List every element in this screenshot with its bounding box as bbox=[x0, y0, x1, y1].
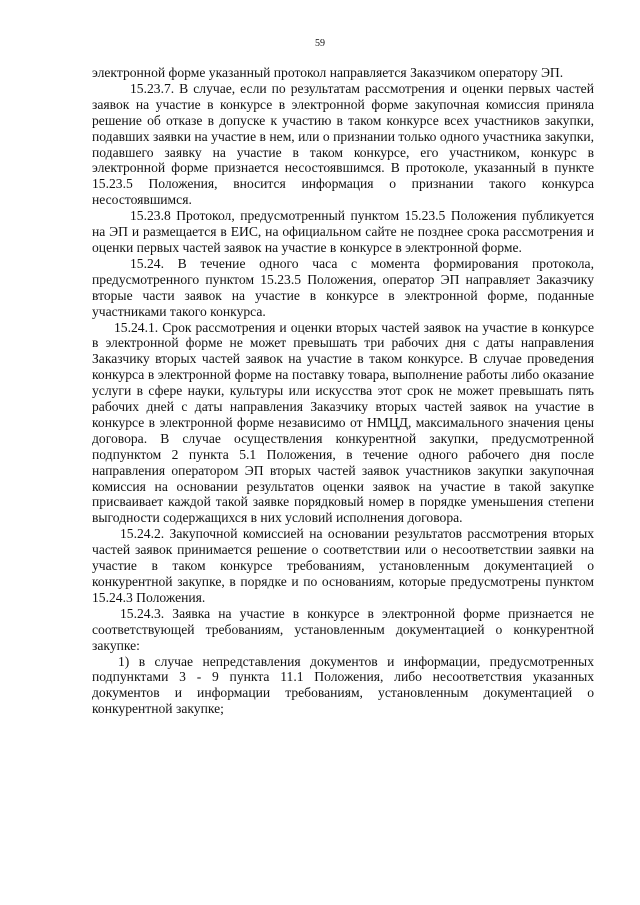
document-body bbox=[92, 65, 594, 717]
list-item-1: 1) в случае непредставления документов и информации, предусмотренных подпунктами 3 - 9 пункта 11.1 Положения, либо несоответствия указанных документов и информации требованиям, установленным документацией о конкурентной закупке; bbox=[92, 653, 594, 717]
paragraph-15-23-8: 15.23.8 Протокол, предусмотренный пунктом 15.23.5 Положения публикуется на ЭП и размещается в ЕИС, на официальном сайте не позднее срока рассмотрения и оценки первых частей заявок на участие в конкурсе в электронной форме. bbox=[92, 208, 594, 255]
paragraph-15-23-7: 15.23.7. В случае, если по результатам рассмотрения и оценки первых частей заявок на участие в конкурсе в электронной форме закупочная комиссия приняла решение об отказе в допуске к участию в таком конкурсе всех участников закупки, подавших заявки на участие в нем, или о признании только одного участника закупки, подавшего заявку на участие в таком конкурсе, его участником, конкурс в электронной форме признается несостоявшимся. В протоколе, указанный в пункте 15.23.5 Положения, вносится информация о признании такого конкурса несостоявшимся. bbox=[92, 80, 594, 208]
page-number: 59 bbox=[315, 38, 325, 49]
paragraph-15-24-1: 15.24.1. Срок рассмотрения и оценки вторых частей заявок на участие в конкурсе в электронной форме не может превышать три рабочих дня с даты направления Заказчику вторых частей заявок на участие в таком конкурсе. В случае проведения конкурса в электронной форме на поставку товара, выполнение работы либо оказание услуги в сфере науки, культуры или искусства этот срок не может превышать пять рабочих дней с даты направления Заказчику вторых частей заявок на участие в конкурсе в электронной форме независимо от НМЦД, максимального значения цены договора. В случае осуществления конкурентной закупки, предусмотренной подпунктом 2 пункта 5.1 Положения, в течение одного рабочего дня после направления оператором ЭП вторых частей заявок участников закупки закупочная комиссия на основании результатов оценки заявок на участие в такой закупке присваивает каждой такой заявке порядковый номер в порядке уменьшения степени выгодности содержащихся в них условий исполнения договора. bbox=[92, 319, 594, 526]
paragraph-15-24-2: 15.24.2. Закупочной комиссией на основании результатов рассмотрения вторых частей заявок принимается решение о соответствии или о несоответствии заявки на участие в таком конкурсе требованиям, установленным документацией о конкурентной закупке, в порядке и по основаниям, которые предусмотрены пунктом 15.24.3 Положения. bbox=[92, 526, 594, 605]
paragraph-15-24: 15.24. В течение одного часа с момента формирования протокола, предусмотренного пунктом 15.23.5 Положения, оператор ЭП направляет Заказчику вторые части заявок на участие в конкурсе в электронной форме, поданные участниками такого конкурса. bbox=[92, 255, 594, 319]
paragraph-continuation: электронной форме указанный протокол направляется Заказчиком оператору ЭП. bbox=[92, 65, 564, 80]
paragraph-15-24-3: 15.24.3. Заявка на участие в конкурсе в электронной форме признается не соответствующей требованиям, установленным документацией о конкурентной закупке: bbox=[92, 605, 594, 653]
